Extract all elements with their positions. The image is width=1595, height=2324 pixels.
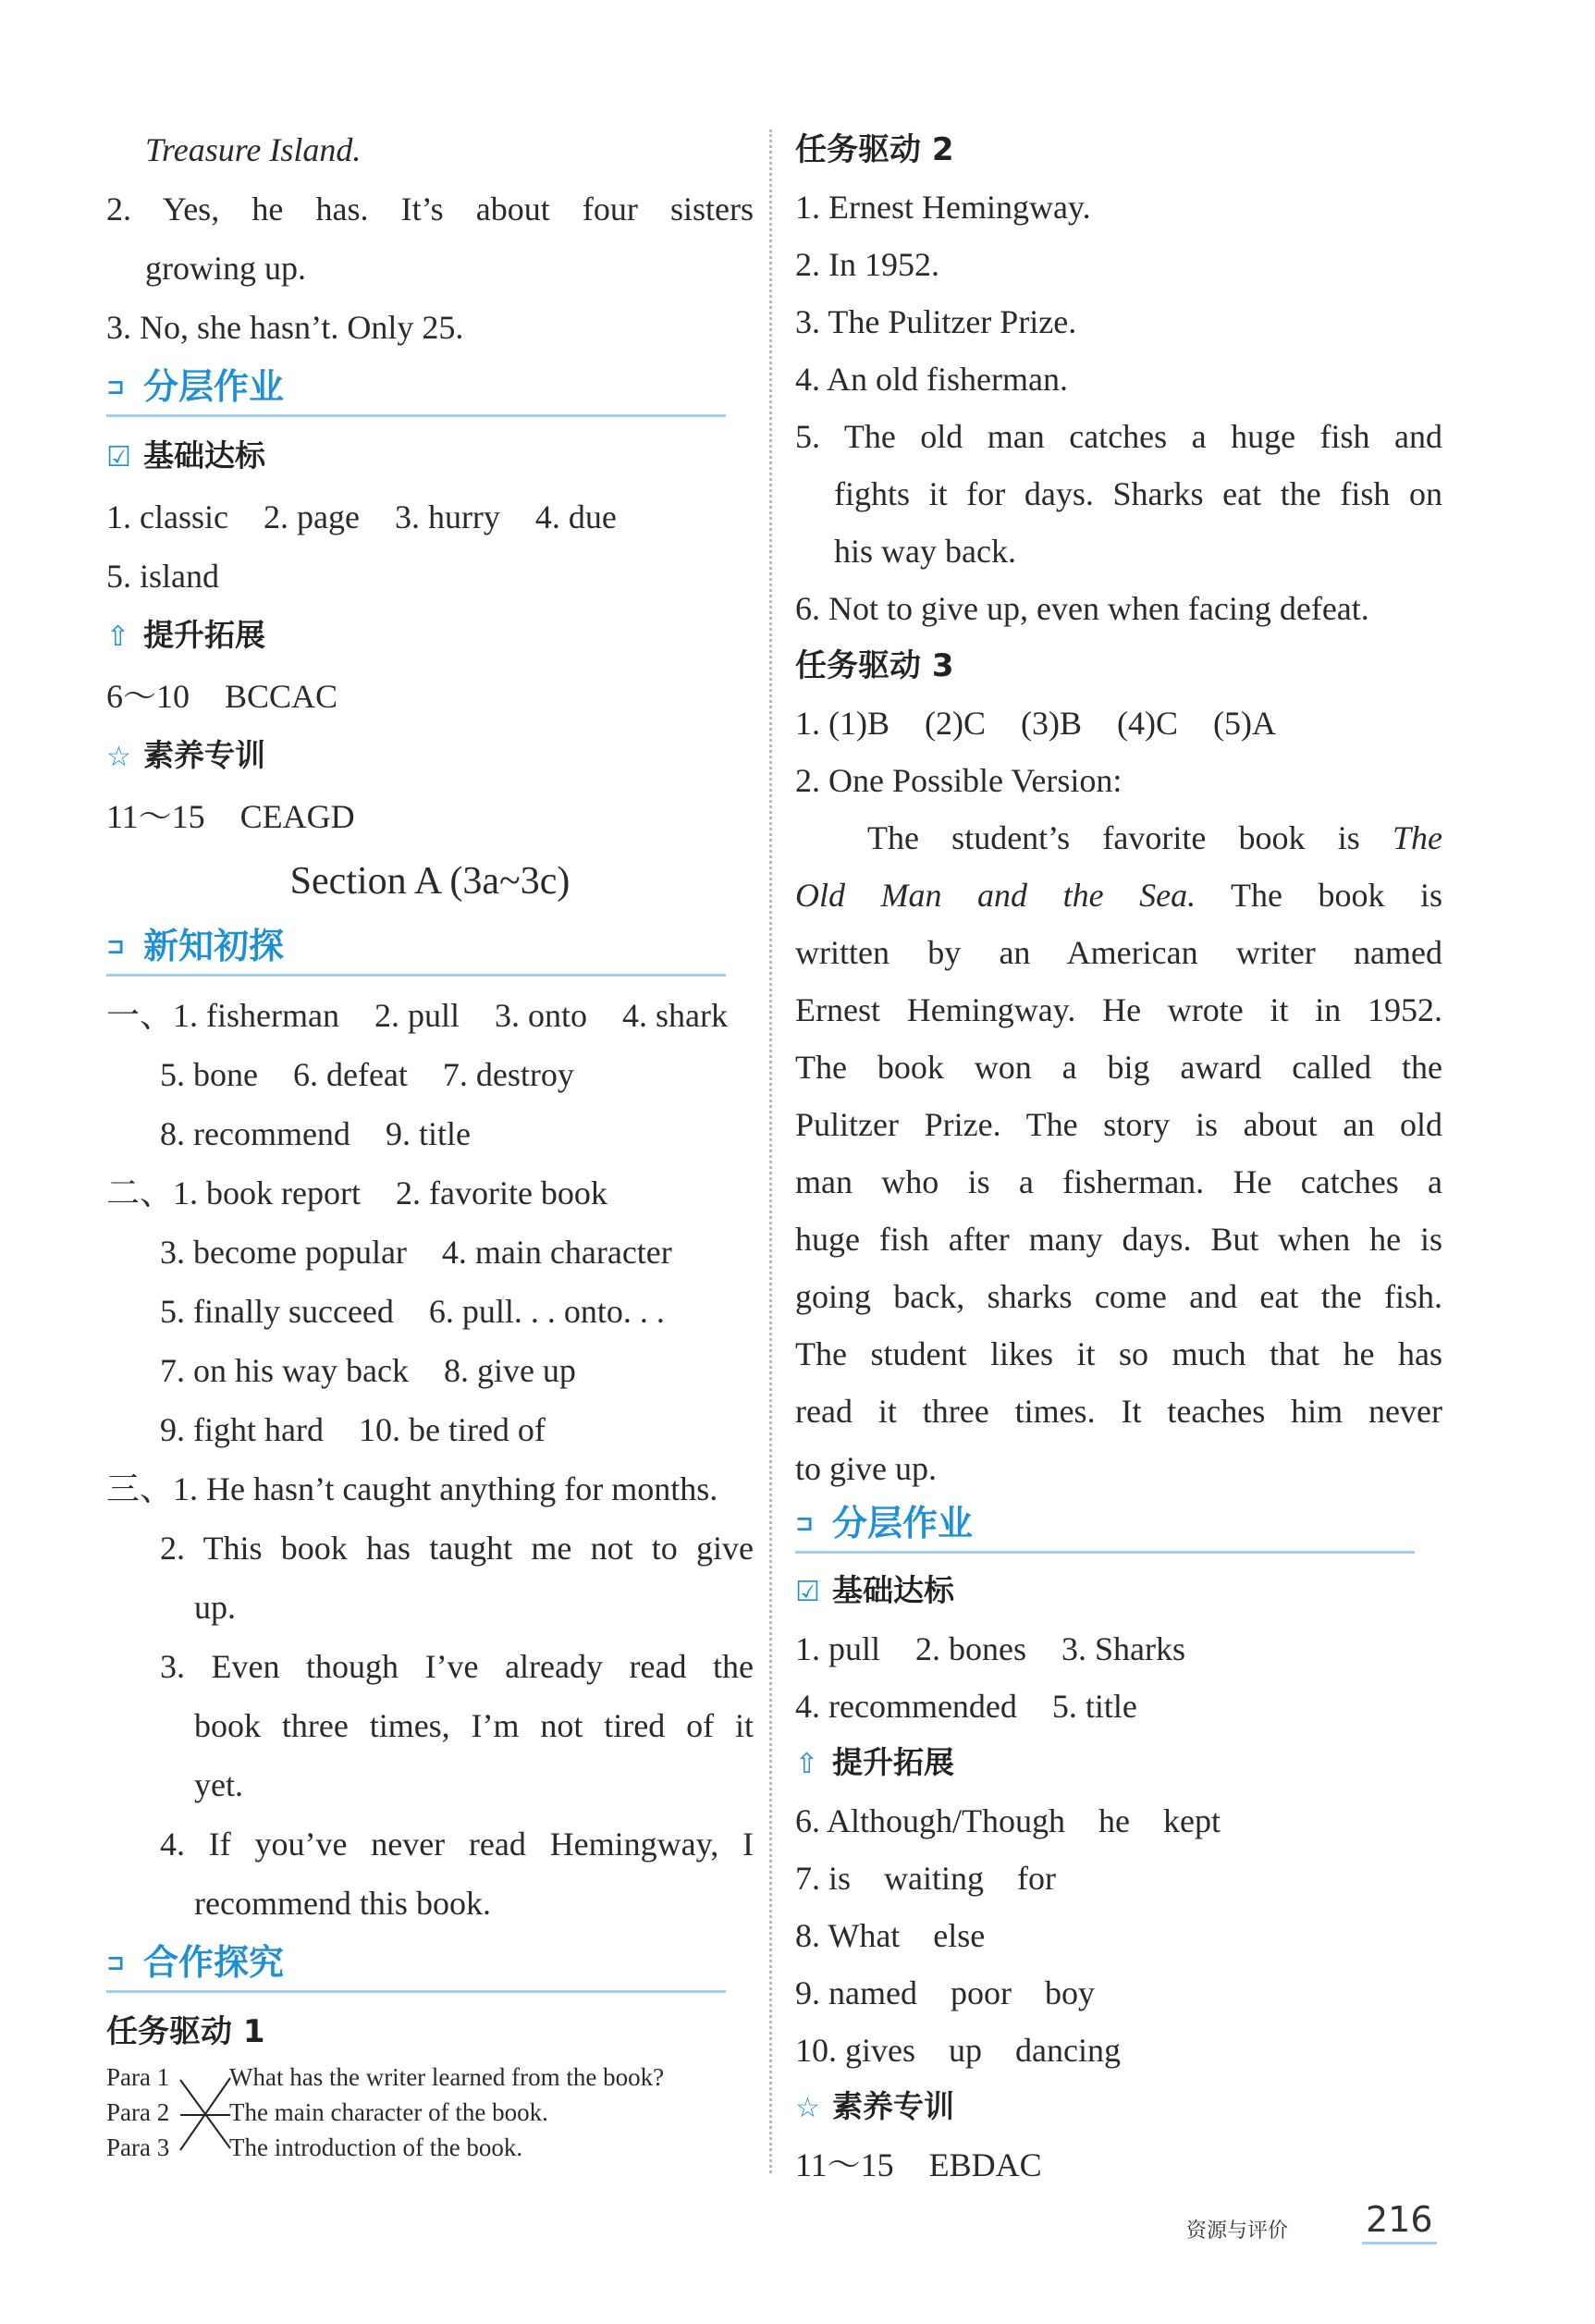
answer-line: 5. finally succeed 6. pull. . . onto. . . bbox=[160, 1293, 665, 1330]
answer-line: 2. In 1952. bbox=[795, 246, 939, 283]
answer-line: fights it for days. Sharks eat the fish on bbox=[834, 475, 1442, 512]
answer-line: 2. This book has taught me not to give bbox=[160, 1530, 754, 1567]
flag-icon: ⊐ bbox=[106, 1949, 126, 1975]
answer-line: 5. bone 6. defeat 7. destroy bbox=[160, 1056, 574, 1093]
answer-line: 5. The old man catches a huge fish and bbox=[795, 418, 1442, 455]
answer-line: 10. gives up dancing bbox=[795, 2032, 1121, 2069]
answer-line: 2. Yes, he has. It’s about four sisters bbox=[106, 191, 754, 227]
answer-line: 3. Even though I’ve already read the bbox=[160, 1648, 754, 1685]
match-text: The main character of the book. bbox=[229, 2098, 548, 2126]
essay-line: huge fish after many days. But when he is bbox=[795, 1221, 1442, 1258]
arrow-up-icon: ⇧ bbox=[795, 1748, 819, 1780]
answer-line: recommend this book. bbox=[194, 1885, 491, 1922]
answer-line: growing up. bbox=[145, 250, 306, 287]
clipboard-check-icon: ☑ bbox=[106, 441, 131, 473]
essay-line: The student likes it so much that he has bbox=[795, 1335, 1442, 1372]
matching-lines bbox=[178, 2063, 234, 2170]
essay-line: going back, sharks come and eat the fish. bbox=[795, 1278, 1442, 1315]
answer-line: 二、1. book report 2. favorite book bbox=[106, 1174, 607, 1211]
answer-line: 9. named poor boy bbox=[795, 1974, 1095, 2011]
answer-line: 6. Although/Though he kept bbox=[795, 1802, 1221, 1839]
match-text: The introduction of the book. bbox=[229, 2133, 523, 2161]
section-heading-fenceng: ⊐ 分层作业 bbox=[795, 1499, 1415, 1554]
flag-icon: ⊐ bbox=[106, 374, 126, 400]
flag-icon: ⊐ bbox=[795, 1510, 815, 1536]
matching-diagram bbox=[106, 2063, 754, 2174]
subheading-jichu: ☑ 基础达标 bbox=[795, 1563, 1442, 1620]
footer-label: 资源与评价 bbox=[1186, 2219, 1289, 2243]
answer-line: 4. recommended 5. title bbox=[795, 1688, 1137, 1725]
flag-icon: ⊐ bbox=[106, 933, 126, 959]
answer-line: 三、1. He hasn’t caught anything for months. bbox=[106, 1470, 718, 1507]
essay-line: Pulitzer Prize. The story is about an old bbox=[795, 1106, 1442, 1143]
page-number: 216 bbox=[1362, 2199, 1437, 2244]
section-title: Section A (3a~3c) bbox=[289, 860, 571, 903]
star-icon: ☆ bbox=[795, 2092, 820, 2124]
answer-line: 1. pull 2. bones 3. Sharks bbox=[795, 1630, 1186, 1667]
answer-line: up. bbox=[194, 1589, 236, 1626]
answer-line: 3. become popular 4. main character bbox=[160, 1234, 672, 1271]
answer-line: 6. Not to give up, even when facing defeat. bbox=[795, 590, 1369, 627]
para-label: Para 2 bbox=[106, 2098, 170, 2126]
arrow-up-icon: ⇧ bbox=[106, 621, 130, 653]
essay-line: Old Man and the Sea. The book is bbox=[795, 877, 1443, 914]
answer-line: 1. (1)B (2)C (3)B (4)C (5)A bbox=[795, 705, 1276, 742]
section-heading-hezuo: ⊐ 合作探究 bbox=[106, 1938, 726, 1993]
answer-line: 4. If you’ve never read Hemingway, I bbox=[160, 1826, 754, 1863]
subheading-suyang: ☆ 素养专训 bbox=[106, 726, 754, 787]
essay-line: man who is a fisherman. He catches a bbox=[795, 1163, 1442, 1200]
answer-line: 11～15 CEAGD bbox=[106, 798, 355, 835]
subheading-tisheng: ⇧ 提升拓展 bbox=[795, 1735, 1442, 1792]
answer-line: yet. bbox=[194, 1766, 243, 1803]
answer-line: 2. One Possible Version: bbox=[795, 762, 1123, 799]
essay-line: read it three times. It teaches him never bbox=[795, 1393, 1442, 1430]
task-heading: 任务驱动 3 bbox=[795, 647, 954, 684]
task-heading: 任务驱动 1 bbox=[106, 2013, 265, 2050]
essay-line: Ernest Hemingway. He wrote it in 1952. bbox=[795, 991, 1442, 1028]
match-text: What has the writer learned from the book? bbox=[229, 2063, 665, 2091]
answer-line: 5. island bbox=[106, 558, 219, 595]
left-column bbox=[106, 120, 754, 2174]
subheading-jichu: ☑ 基础达标 bbox=[106, 426, 754, 487]
clipboard-check-icon: ☑ bbox=[795, 1576, 820, 1608]
answer-line: 9. fight hard 10. be tired of bbox=[160, 1411, 546, 1448]
answer-line: book three times, I’m not tired of it bbox=[194, 1707, 754, 1744]
answer-line: 8. recommend 9. title bbox=[160, 1115, 471, 1152]
answer-line: 11～15 EBDAC bbox=[795, 2146, 1042, 2183]
answer-line: 7. on his way back 8. give up bbox=[160, 1352, 576, 1389]
para-label: Para 3 bbox=[106, 2133, 170, 2161]
answer-line: 一、1. fisherman 2. pull 3. onto 4. shark bbox=[106, 997, 728, 1034]
section-heading-xinzhi: ⊐ 新知初探 bbox=[106, 922, 726, 977]
answer-line: 8. What else bbox=[795, 1917, 986, 1954]
essay-line: The book won a big award called the bbox=[795, 1049, 1442, 1086]
essay-line: written by an American writer named bbox=[795, 934, 1442, 971]
answer-line: 1. Ernest Hemingway. bbox=[795, 189, 1091, 226]
answer-line: 3. The Pulitzer Prize. bbox=[795, 303, 1077, 340]
star-icon: ☆ bbox=[106, 741, 131, 773]
essay-line: to give up. bbox=[795, 1450, 937, 1487]
column-divider bbox=[769, 129, 772, 2173]
answer-line: 7. is waiting for bbox=[795, 1860, 1056, 1897]
answer-line: 3. No, she hasn’t. Only 25. bbox=[106, 309, 464, 346]
answer-line: 6～10 BCCAC bbox=[106, 678, 338, 715]
answer-line: his way back. bbox=[834, 533, 1016, 570]
section-heading-fenceng: ⊐ 分层作业 bbox=[106, 363, 726, 417]
right-column bbox=[795, 121, 1442, 2194]
answer-line: Treasure Island. bbox=[145, 131, 362, 168]
para-label: Para 1 bbox=[106, 2063, 170, 2091]
answer-line: 4. An old fisherman. bbox=[795, 361, 1068, 398]
essay-line: The student’s favorite book is The bbox=[867, 819, 1443, 856]
subheading-suyang: ☆ 素养专训 bbox=[795, 2079, 1442, 2136]
answer-line: 1. classic 2. page 3. hurry 4. due bbox=[106, 498, 617, 535]
subheading-tisheng: ⇧ 提升拓展 bbox=[106, 606, 754, 667]
task-heading: 任务驱动 2 bbox=[795, 131, 954, 168]
